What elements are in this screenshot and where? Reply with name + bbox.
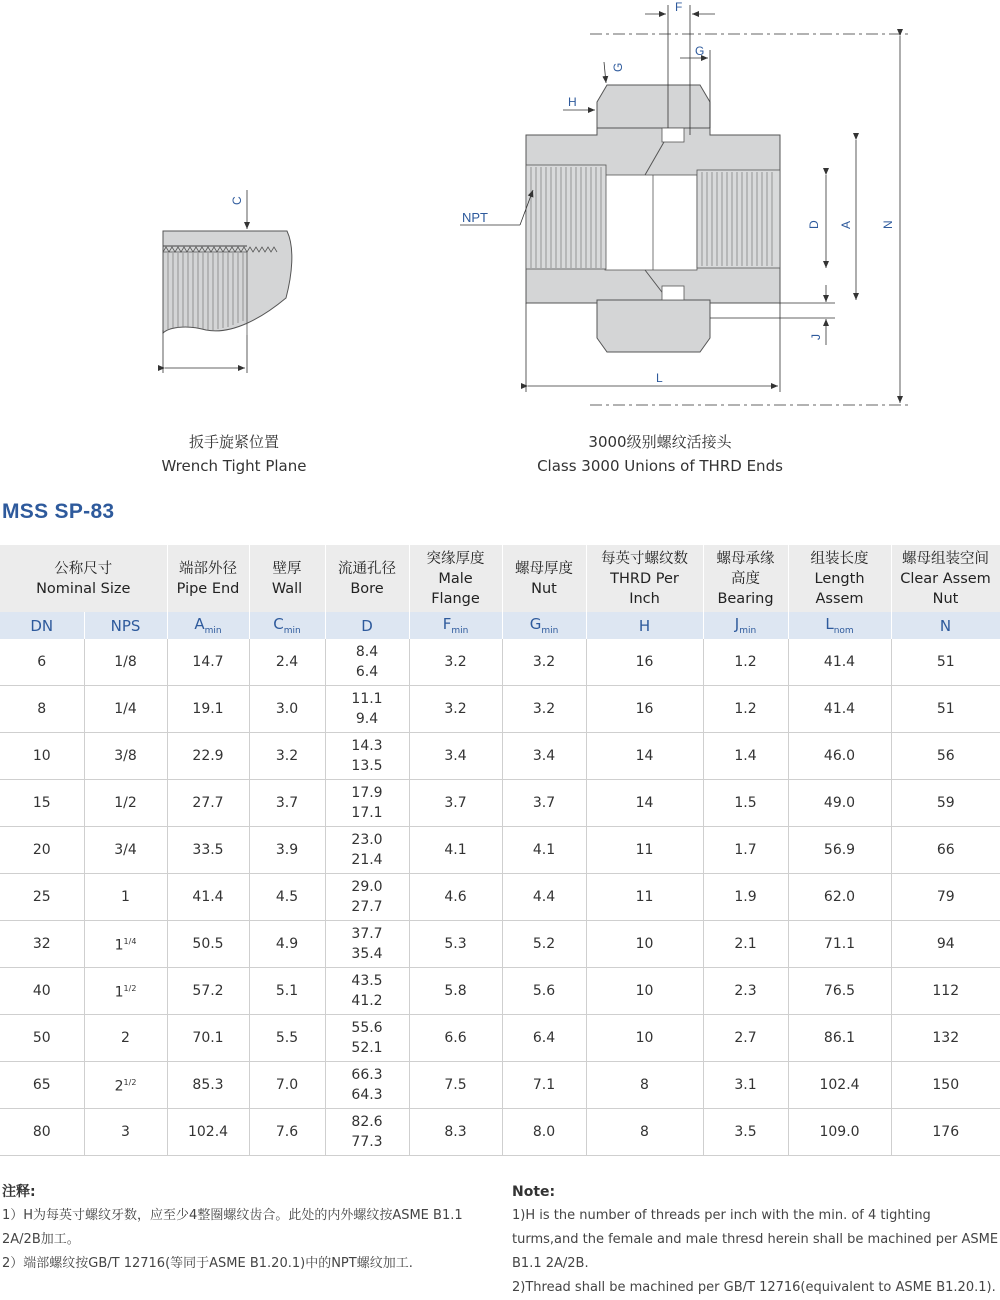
header-line: Male — [438, 570, 473, 587]
label-f: F — [675, 0, 683, 14]
subheader-subscript: min — [739, 626, 757, 636]
cell-n: 59 — [891, 780, 1000, 827]
bore-value: 23.0 — [351, 832, 383, 848]
label-d: D — [807, 220, 821, 229]
caption-wrench-tight-plane — [134, 430, 334, 478]
subheader-symbol: F — [442, 615, 452, 633]
bore-value: 37.7 — [351, 926, 383, 942]
table-row — [0, 1015, 1000, 1062]
cell-nps — [84, 639, 167, 686]
header-line: Length — [814, 570, 865, 587]
cell-nps — [84, 1062, 167, 1109]
subheader-symbol: C — [273, 615, 284, 633]
notes-en-heading: Note: — [512, 1184, 556, 1200]
header-cell — [325, 545, 409, 612]
cell-n: 112 — [891, 968, 1000, 1015]
subheader-subscript: min — [283, 626, 301, 636]
cell-h: 8 — [586, 1109, 703, 1156]
wrench-tight-plane-figure — [163, 190, 292, 373]
header-line: Inch — [629, 590, 660, 607]
bore-value: 29.0 — [351, 879, 383, 895]
header-line: 螺母厚度 — [515, 560, 574, 577]
cell-f: 5.3 — [409, 921, 502, 968]
subheader-cell — [502, 612, 586, 639]
cell-nps — [84, 1109, 167, 1156]
cell-j: 1.9 — [703, 874, 788, 921]
cell-f: 7.5 — [409, 1062, 502, 1109]
cell-n: 56 — [891, 733, 1000, 780]
cell-d — [325, 780, 409, 827]
cell-c: 4.5 — [249, 874, 325, 921]
subheader-symbol: NPS — [110, 616, 141, 635]
header-line: THRD Per — [610, 570, 679, 587]
bore-value: 21.4 — [351, 852, 383, 868]
header-line: Nominal Size — [36, 580, 131, 597]
cell-dn: 50 — [0, 1015, 84, 1062]
subheader-cell — [325, 612, 409, 639]
cell-n: 66 — [891, 827, 1000, 874]
cell-h: 11 — [586, 827, 703, 874]
cell-l: 76.5 — [788, 968, 891, 1015]
bore-value: 27.7 — [351, 899, 383, 915]
label-npt: NPT — [462, 210, 488, 225]
header-line: Wall — [271, 580, 303, 597]
header-line: 公称尺寸 — [54, 560, 113, 577]
subheader-cell — [249, 612, 325, 639]
notes-cn-item-2: 2）端部螺纹按GB/T 12716(等同于ASME B1.20.1)中的NPT螺纹加工. — [2, 1256, 413, 1271]
header-line: 每英寸螺纹数 — [601, 550, 689, 567]
bore-value: 17.1 — [351, 805, 383, 821]
header-line: Bearing — [717, 590, 774, 607]
cell-c: 4.9 — [249, 921, 325, 968]
caption-union — [510, 430, 810, 478]
cell-l: 49.0 — [788, 780, 891, 827]
nps-value: 3 — [121, 1124, 130, 1140]
nps-fraction: 1/2 — [123, 1078, 137, 1088]
bore-value: 41.2 — [351, 993, 383, 1009]
cell-d — [325, 686, 409, 733]
cell-l: 56.9 — [788, 827, 891, 874]
cell-g: 4.4 — [502, 874, 586, 921]
label-l: L — [656, 371, 663, 385]
cell-h: 14 — [586, 733, 703, 780]
cell-f: 8.3 — [409, 1109, 502, 1156]
cell-nps — [84, 733, 167, 780]
subheader-cell — [167, 612, 249, 639]
caption-right-en: Class 3000 Unions of THRD Ends — [537, 457, 783, 475]
cell-c: 5.1 — [249, 968, 325, 1015]
label-c: C — [230, 196, 244, 205]
cell-f: 3.7 — [409, 780, 502, 827]
nps-value: 1/4 — [114, 701, 137, 717]
header-line: 螺母承缘 — [716, 550, 775, 567]
cell-h: 14 — [586, 780, 703, 827]
cell-n: 94 — [891, 921, 1000, 968]
cell-h: 10 — [586, 1015, 703, 1062]
cell-f: 3.4 — [409, 733, 502, 780]
cell-nps — [84, 968, 167, 1015]
table-row — [0, 921, 1000, 968]
header-cell — [0, 545, 167, 612]
cell-dn: 15 — [0, 780, 84, 827]
cell-j: 1.4 — [703, 733, 788, 780]
cell-c: 3.2 — [249, 733, 325, 780]
cell-g: 3.2 — [502, 639, 586, 686]
header-line: Assem — [815, 590, 864, 607]
cell-a: 33.5 — [167, 827, 249, 874]
table-subheader-row — [0, 612, 1000, 639]
header-line: 组装长度 — [810, 550, 869, 567]
cell-n: 79 — [891, 874, 1000, 921]
bore-value: 8.4 — [355, 644, 379, 660]
bore-value: 6.4 — [355, 664, 379, 680]
cell-l: 41.4 — [788, 639, 891, 686]
notes-en-item-1: 1)H is the number of threads per inch with the min. of 4 tighting turms,and the female and male thresd herein shall be machined per ASME B1.1 2A/2B. — [512, 1208, 999, 1271]
subheader-subscript: min — [451, 626, 469, 636]
subheader-cell — [891, 612, 1000, 639]
cell-j: 2.1 — [703, 921, 788, 968]
table-row — [0, 1062, 1000, 1109]
subheader-symbol: G — [529, 615, 542, 633]
nps-fraction: 1/2 — [123, 984, 137, 994]
label-g-left: G — [611, 62, 625, 72]
caption-left-cn: 扳手旋紧位置 — [188, 433, 279, 451]
cell-nps — [84, 686, 167, 733]
cell-n: 150 — [891, 1062, 1000, 1109]
cell-g: 3.7 — [502, 780, 586, 827]
cell-h: 11 — [586, 874, 703, 921]
bore-value: 55.6 — [351, 1020, 383, 1036]
cell-a: 70.1 — [167, 1015, 249, 1062]
union-figure — [460, 0, 910, 405]
header-cell — [586, 545, 703, 612]
cell-l: 62.0 — [788, 874, 891, 921]
nps-value: 1 — [114, 937, 124, 954]
table-header-row — [0, 545, 1000, 612]
header-line: Nut — [932, 590, 959, 607]
standard-title: MSS SP-83 — [2, 500, 115, 523]
header-line: 流通孔径 — [338, 560, 397, 577]
cell-d — [325, 639, 409, 686]
subheader-cell — [84, 612, 167, 639]
cell-g: 5.6 — [502, 968, 586, 1015]
cell-dn: 6 — [0, 639, 84, 686]
cell-d — [325, 968, 409, 1015]
header-line: 突缘厚度 — [426, 550, 485, 567]
cell-f: 3.2 — [409, 639, 502, 686]
cell-a: 57.2 — [167, 968, 249, 1015]
subheader-subscript: min — [204, 626, 222, 636]
cell-g: 6.4 — [502, 1015, 586, 1062]
cell-c: 2.4 — [249, 639, 325, 686]
table-body — [0, 639, 1000, 1156]
cell-f: 4.6 — [409, 874, 502, 921]
nps-fraction: 1/4 — [123, 937, 137, 947]
cell-a: 85.3 — [167, 1062, 249, 1109]
cell-l: 41.4 — [788, 686, 891, 733]
cell-a: 102.4 — [167, 1109, 249, 1156]
notes-chinese — [2, 1180, 472, 1276]
bore-value: 13.5 — [351, 758, 383, 774]
cell-j: 1.7 — [703, 827, 788, 874]
cell-a: 41.4 — [167, 874, 249, 921]
cell-l: 46.0 — [788, 733, 891, 780]
cell-d — [325, 733, 409, 780]
nps-value: 1 — [121, 889, 130, 905]
technical-drawing — [0, 0, 1000, 490]
label-g-top: G — [695, 44, 705, 58]
bore-value: 82.6 — [351, 1114, 383, 1130]
cell-nps — [84, 827, 167, 874]
table-row — [0, 780, 1000, 827]
cell-dn: 25 — [0, 874, 84, 921]
subheader-symbol: N — [939, 616, 952, 635]
cell-dn: 40 — [0, 968, 84, 1015]
header-line: 高度 — [731, 570, 761, 587]
nps-value: 1 — [114, 984, 124, 1001]
dimension-table — [0, 545, 1000, 1156]
bore-value: 17.9 — [351, 785, 383, 801]
notes-english — [512, 1180, 1000, 1300]
cell-nps — [84, 780, 167, 827]
header-cell — [891, 545, 1000, 612]
cell-h: 10 — [586, 921, 703, 968]
subheader-cell — [409, 612, 502, 639]
header-cell — [409, 545, 502, 612]
subheader-symbol: J — [734, 615, 740, 633]
cell-h: 8 — [586, 1062, 703, 1109]
bore-value: 9.4 — [355, 711, 379, 727]
subheader-symbol: H — [638, 616, 651, 635]
bore-value: 43.5 — [351, 973, 383, 989]
nps-value: 2 — [121, 1030, 130, 1046]
header-line: 螺母组装空间 — [902, 550, 990, 567]
cell-a: 22.9 — [167, 733, 249, 780]
table-row — [0, 874, 1000, 921]
cell-g: 5.2 — [502, 921, 586, 968]
cell-j: 3.1 — [703, 1062, 788, 1109]
nps-value: 3/8 — [114, 748, 137, 764]
table-row — [0, 639, 1000, 686]
cell-a: 19.1 — [167, 686, 249, 733]
table-row — [0, 827, 1000, 874]
subheader-subscript: nom — [833, 626, 854, 636]
cell-d — [325, 921, 409, 968]
cell-d — [325, 874, 409, 921]
caption-right-cn: 3000级别螺纹活接头 — [588, 433, 732, 451]
cell-c: 3.7 — [249, 780, 325, 827]
subheader-cell — [0, 612, 84, 639]
cell-c: 5.5 — [249, 1015, 325, 1062]
cell-g: 3.2 — [502, 686, 586, 733]
bore-value: 14.3 — [351, 738, 383, 754]
bore-value: 77.3 — [351, 1134, 383, 1150]
cell-f: 3.2 — [409, 686, 502, 733]
label-a: A — [839, 220, 853, 229]
cell-j: 2.3 — [703, 968, 788, 1015]
cell-nps — [84, 921, 167, 968]
cell-l: 86.1 — [788, 1015, 891, 1062]
cell-h: 10 — [586, 968, 703, 1015]
cell-f: 6.6 — [409, 1015, 502, 1062]
cell-c: 7.6 — [249, 1109, 325, 1156]
subheader-cell — [703, 612, 788, 639]
label-n: N — [881, 220, 895, 229]
header-cell — [788, 545, 891, 612]
table-row — [0, 968, 1000, 1015]
header-line: Flange — [431, 590, 480, 607]
cell-j: 1.5 — [703, 780, 788, 827]
cell-j: 1.2 — [703, 639, 788, 686]
cell-n: 132 — [891, 1015, 1000, 1062]
cell-n: 51 — [891, 639, 1000, 686]
table-row — [0, 733, 1000, 780]
cell-d — [325, 1109, 409, 1156]
header-line: 壁厚 — [272, 560, 302, 577]
notes-cn-heading: 注释: — [2, 1184, 36, 1200]
cell-g: 3.4 — [502, 733, 586, 780]
label-h: H — [568, 95, 577, 109]
cell-nps — [84, 874, 167, 921]
subheader-symbol: A — [194, 615, 205, 633]
header-cell — [703, 545, 788, 612]
subheader-symbol: D — [361, 616, 373, 635]
label-j: J — [809, 334, 823, 340]
cell-nps — [84, 1015, 167, 1062]
cell-n: 176 — [891, 1109, 1000, 1156]
cell-j: 1.2 — [703, 686, 788, 733]
nps-value: 1/8 — [114, 654, 137, 670]
cell-g: 7.1 — [502, 1062, 586, 1109]
subheader-cell — [586, 612, 703, 639]
table-row — [0, 1109, 1000, 1156]
cell-dn: 8 — [0, 686, 84, 733]
cell-l: 109.0 — [788, 1109, 891, 1156]
subheader-subscript: min — [541, 626, 559, 636]
cell-a: 14.7 — [167, 639, 249, 686]
cell-d — [325, 1015, 409, 1062]
header-line: Clear Assem — [900, 570, 991, 587]
cell-c: 7.0 — [249, 1062, 325, 1109]
header-line: 端部外径 — [179, 560, 238, 577]
cell-c: 3.9 — [249, 827, 325, 874]
cell-a: 50.5 — [167, 921, 249, 968]
cell-j: 3.5 — [703, 1109, 788, 1156]
header-cell — [167, 545, 249, 612]
header-cell — [502, 545, 586, 612]
cell-g: 4.1 — [502, 827, 586, 874]
cell-dn: 10 — [0, 733, 84, 780]
cell-dn: 32 — [0, 921, 84, 968]
cell-dn: 65 — [0, 1062, 84, 1109]
cell-d — [325, 1062, 409, 1109]
cell-h: 16 — [586, 686, 703, 733]
subheader-cell — [788, 612, 891, 639]
header-line: Bore — [350, 580, 384, 597]
cell-dn: 80 — [0, 1109, 84, 1156]
header-cell — [249, 545, 325, 612]
bore-value: 11.1 — [351, 691, 383, 707]
cell-l: 102.4 — [788, 1062, 891, 1109]
bore-value: 66.3 — [351, 1067, 383, 1083]
bore-value: 35.4 — [351, 946, 383, 962]
cell-h: 16 — [586, 639, 703, 686]
caption-left-en: Wrench Tight Plane — [161, 457, 307, 475]
nps-value: 3/4 — [114, 842, 137, 858]
subheader-symbol: L — [825, 615, 834, 633]
cell-d — [325, 827, 409, 874]
bore-value: 52.1 — [351, 1040, 383, 1056]
cell-f: 5.8 — [409, 968, 502, 1015]
cell-l: 71.1 — [788, 921, 891, 968]
cell-c: 3.0 — [249, 686, 325, 733]
nps-value: 1/2 — [114, 795, 137, 811]
subheader-symbol: DN — [30, 616, 54, 635]
cell-j: 2.7 — [703, 1015, 788, 1062]
cell-a: 27.7 — [167, 780, 249, 827]
cell-f: 4.1 — [409, 827, 502, 874]
header-line: Pipe End — [176, 580, 240, 597]
notes-en-item-2: 2)Thread shall be machined per GB/T 12716(equivalent to ASME B1.20.1). — [512, 1280, 996, 1295]
cell-n: 51 — [891, 686, 1000, 733]
cell-g: 8.0 — [502, 1109, 586, 1156]
header-line: Nut — [531, 580, 557, 597]
cell-dn: 20 — [0, 827, 84, 874]
table-row — [0, 686, 1000, 733]
nps-value: 2 — [114, 1078, 124, 1095]
notes-cn-item-1: 1）H为每英寸螺纹牙数，应至少4整圈螺纹齿合。此处的内外螺纹按ASME B1.1 2A/2B加工。 — [2, 1208, 463, 1247]
bore-value: 64.3 — [351, 1087, 383, 1103]
